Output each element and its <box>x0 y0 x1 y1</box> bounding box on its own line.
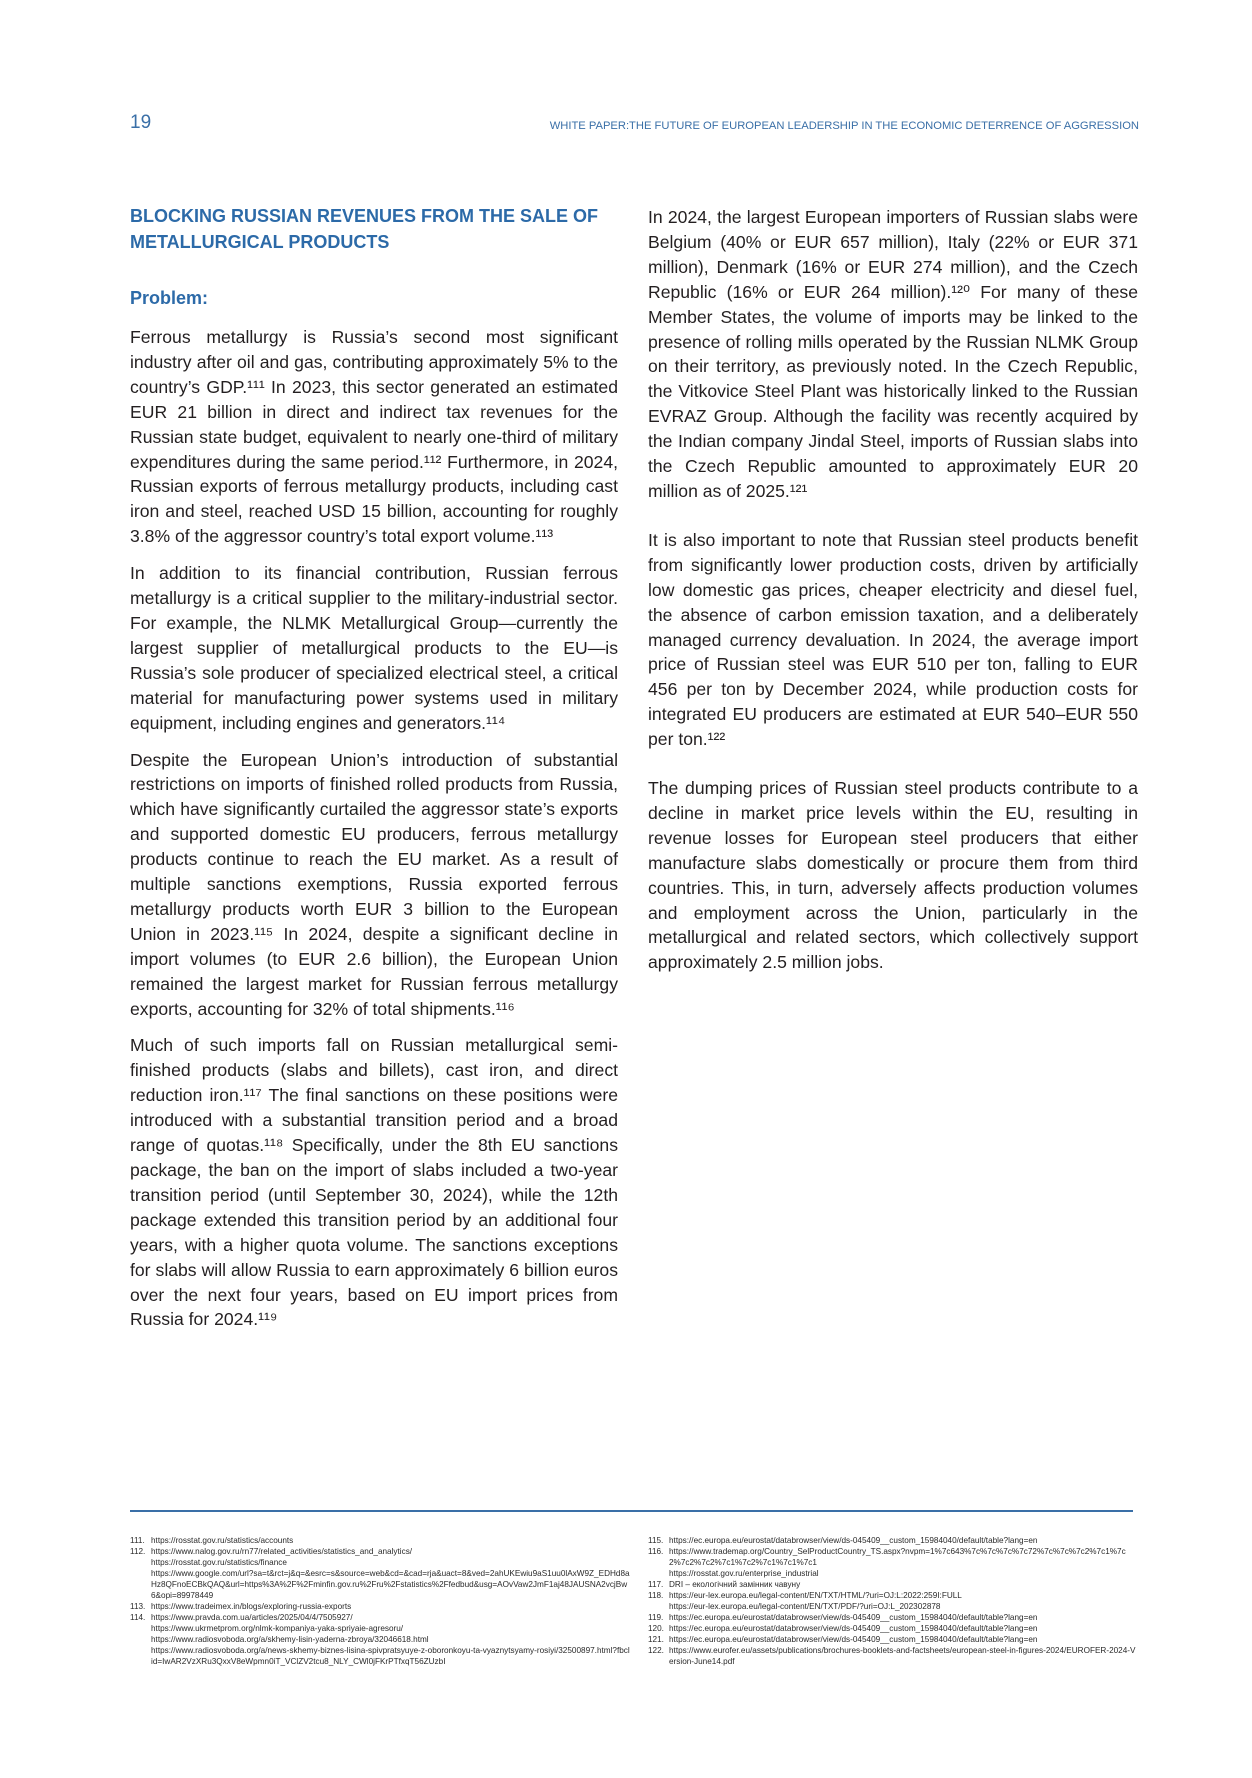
footnote-link[interactable]: https://rosstat.gov.ru/enterprise_industrial <box>669 1569 819 1578</box>
footnote-text <box>669 1623 1136 1634</box>
footnote-link[interactable]: https://www.radiosvoboda.org/a/skhemy-lisin-yaderna-zbroya/32046618.html <box>151 1635 429 1644</box>
footnote-number: 121. <box>648 1635 664 1644</box>
footnote <box>648 1645 1136 1667</box>
footnote-number: 116. <box>648 1547 664 1556</box>
footnote-divider <box>130 1510 1133 1512</box>
footnote-number: 118. <box>648 1591 664 1600</box>
footnote-text <box>151 1612 630 1667</box>
footnote-text <box>669 1535 1136 1546</box>
footnote-number: 122. <box>648 1646 664 1655</box>
footnote <box>648 1634 1136 1645</box>
footnote <box>130 1535 630 1546</box>
footnote-number: 117. <box>648 1580 664 1589</box>
body-paragraph: Much of such imports fall on Russian metallurgical semi-finished products (slabs and billets), cast iron, and direct reduction iron.¹¹⁷ The final sanctions on these positions were introduced with a substantial transition period and a broad range of quotas.¹¹⁸ Specifically, under the 8th EU sanctions package, the ban on the import of slabs included a two-year transition period (until September 30, 2024), while the 12th package extended this transition period by an additional four years, with a higher quota volume. The sanctions exceptions for slabs will allow Russia to earn approximately 6 billion euros over the next four years, based on EU import prices from Russia for 2024.¹¹⁹ <box>130 1035 618 1330</box>
footnote-link[interactable]: https://www.tradeimex.in/blogs/exploring-russia-exports <box>151 1602 352 1611</box>
body-paragraph: In addition to its financial contribution, Russian ferrous metallurgy is a critical supplier to the military-industrial sector. For example, the NLMK Metallurgical Group—currently the largest supplier of metallurgical products to the EU—is Russia’s sole producer of specialized electrical steel, a critical material for manufacturing power systems used in military equipment, including engines and generators.¹¹⁴ <box>130 563 618 733</box>
footnote-link[interactable]: https://www.radiosvoboda.org/a/news-skhemy-biznes-lisina-spivpratsyuye-z-oboronkoyu-ta-vyaznytsyamy-rosiyi/32500897.html?fbclid=IwAR2VzXRu3QxxV8eWpmn0iT_VClZV2tcu8_NLY_CWl0jFKrPTfxqT56ZUzbI <box>151 1646 630 1666</box>
body-paragraph: The dumping prices of Russian steel products contribute to a decline in market price levels within the EU, resulting in revenue losses for European steel producers that either manufacture slabs domestically or procure them from third countries. This, in turn, adversely affects production volumes and employment across the Union, particularly in the metallurgical and related sectors, which collectively support approximately 2.5 million jobs. <box>648 778 1138 973</box>
footnote-text <box>669 1579 1136 1590</box>
footnote-text <box>669 1590 1136 1612</box>
footnote-text <box>669 1612 1136 1623</box>
footnote <box>648 1590 1136 1612</box>
footnote-number: 115. <box>648 1536 664 1545</box>
footnote-number: 114. <box>130 1613 146 1622</box>
footnote-link[interactable]: https://ec.europa.eu/eurostat/databrowser/view/ds-045409__custom_15984040/default/table?lang=en <box>669 1624 1038 1633</box>
footnote-link[interactable]: https://rosstat.gov.ru/statistics/finance <box>151 1558 287 1567</box>
footnote-link[interactable]: https://www.pravda.com.ua/articles/2025/04/4/7505927/ <box>151 1613 353 1622</box>
footnote-number: 119. <box>648 1613 664 1622</box>
problem-subheading: Problem: <box>130 288 209 308</box>
section-title: BLOCKING RUSSIAN REVENUES FROM THE SALE OF METALLURGICAL PRODUCTS <box>130 206 599 252</box>
footnote-link[interactable]: https://ec.europa.eu/eurostat/databrowser/view/ds-045409__custom_15984040/default/table?lang=en <box>669 1536 1038 1545</box>
body-paragraph: In 2024, the largest European importers of Russian slabs were Belgium (40% or EUR 657 million), Italy (22% or EUR 371 million), Denmark (16% or EUR 274 million), and the Czech Republic (16% or EUR 264 million).¹²⁰ For many of these Member States, the volume of imports may be linked to the presence of rolling mills operated by the Russian NLMK Group on their territory, as previously noted. In the Czech Republic, the Vitkovice Steel Plant was historically linked to the Russian EVRAZ Group. Although the facility was recently acquired by the Indian company Jindal Steel, imports of Russian slabs into the Czech Republic amounted to approximately EUR 20 million as of 2025.¹²¹ <box>648 207 1138 501</box>
page-number: 19 <box>130 112 152 133</box>
body-paragraph: Despite the European Union’s introduction of substantial restrictions on imports of finished rolled products from Russia, which have significantly curtailed the aggressor state’s exports and supported domestic EU producers, ferrous metallurgy products continue to reach the EU market. As a result of multiple sanctions exemptions, Russia exported ferrous metallurgy products worth EUR 3 billion to the European Union in 2023.¹¹⁵ In 2024, despite a significant decline in import volumes (to EUR 2.6 billion), the European Union remained the largest market for Russian ferrous metallurgy exports, accounting for 32% of total shipments.¹¹⁶ <box>130 749 618 1019</box>
footnote <box>130 1612 630 1667</box>
footnote-link[interactable]: DRI – екологічний замінник чавуну <box>669 1580 801 1589</box>
right-column <box>648 205 1138 999</box>
footnote-text <box>669 1546 1136 1579</box>
footnote-number: 120. <box>648 1624 664 1633</box>
footnote-text <box>669 1645 1136 1667</box>
footnote-link[interactable]: https://ec.europa.eu/eurostat/databrowser/view/ds-045409__custom_15984040/default/table?lang=en <box>669 1613 1038 1622</box>
footnote-link[interactable]: https://eur-lex.europa.eu/legal-content/EN/TXT/HTML/?uri=OJ:L:2022:259I:FULL <box>669 1591 962 1600</box>
footnote <box>648 1623 1136 1634</box>
running-header: WHITE PAPER:THE FUTURE OF EUROPEAN LEADERSHIP IN THE ECONOMIC DETERRENCE OF AGGRESSION <box>549 120 1139 132</box>
footnote-link[interactable]: https://www.nalog.gov.ru/rn77/related_activities/statistics_and_analytics/ <box>151 1547 413 1556</box>
footnotes-left <box>130 1535 630 1667</box>
footnote-text <box>669 1634 1136 1645</box>
body-paragraph: Ferrous metallurgy is Russia’s second most significant industry after oil and gas, contributing approximately 5% to the country’s GDP.¹¹¹ In 2023, this sector generated an estimated EUR 21 billion in direct and indirect tax revenues for the Russian state budget, equivalent to nearly one-third of military expenditures during the same period.¹¹² Furthermore, in 2024, Russian exports of ferrous metallurgy products, including cast iron and steel, reached USD 15 billion, accounting for roughly 3.8% of the aggressor country’s total export volume.¹¹³ <box>130 327 618 547</box>
footnote <box>648 1535 1136 1546</box>
body-paragraph: It is also important to note that Russian steel products benefit from significantly lower production costs, driven by artificially low domestic gas prices, cheaper electricity and diesel fuel, the absence of carbon emission taxation, and a deliberately managed currency devaluation. In 2024, the average import price of Russian steel was EUR 510 per ton, falling to EUR 456 per ton by December 2024, while production costs for integrated EU producers are estimated at EUR 540–EUR 550 per ton.¹²² <box>648 529 1138 750</box>
footnote-link[interactable]: https://www.google.com/url?sa=t&rct=j&q=&esrc=s&source=web&cd=&cad=rja&uact=8&ved=2ahUKEwiu9aS1uu0lAxW9Z_EDHd8aHz8QFnoECBkQAQ&url=https%3A%2F%2Fminfin.gov.ru%2Fru%2Fstatistics%2Ffedbud&usg=AOvVaw2JmF1aj48JAUSNA2vcjBw6&opi=89978449 <box>151 1569 630 1600</box>
footnote-link[interactable]: https://www.eurofer.eu/assets/publications/brochures-booklets-and-factsheets/european-steel-in-figures-2024/EUROFER-2024-Version-June14.pdf <box>669 1646 1136 1666</box>
footnote-text <box>151 1546 630 1601</box>
footnote-link[interactable]: https://www.trademap.org/Country_SelProductCountry_TS.aspx?nvpm=1%7c643%7c%7c%7c%7c72%7c%7c%7c2%7c1%7c2%7c2%7c2%7c1%7c2%7c1%7c1%7c1 <box>669 1547 1126 1567</box>
footnote-text <box>151 1601 630 1612</box>
footnote-link[interactable]: https://ec.europa.eu/eurostat/databrowser/view/ds-045409__custom_15984040/default/table?lang=en <box>669 1635 1038 1644</box>
footnote <box>648 1579 1136 1590</box>
footnotes-right <box>648 1535 1136 1667</box>
footnote <box>130 1601 630 1612</box>
footnote-link[interactable]: https://www.ukrmetprom.org/nlmk-kompaniya-yaka-spriyaie-agresoru/ <box>151 1624 404 1633</box>
footnote <box>130 1546 630 1601</box>
footnote-number: 113. <box>130 1602 146 1611</box>
footnote <box>648 1612 1136 1623</box>
footnote-text <box>151 1535 630 1546</box>
footnote-link[interactable]: https://eur-lex.europa.eu/legal-content/EN/TXT/PDF/?uri=OJ:L_202302878 <box>669 1602 941 1611</box>
footnote-number: 112. <box>130 1547 146 1556</box>
footnote-number: 111. <box>130 1536 145 1545</box>
footnote-link[interactable]: https://rosstat.gov.ru/statistics/accounts <box>151 1536 294 1545</box>
left-column <box>130 203 618 1344</box>
footnote <box>648 1546 1136 1579</box>
